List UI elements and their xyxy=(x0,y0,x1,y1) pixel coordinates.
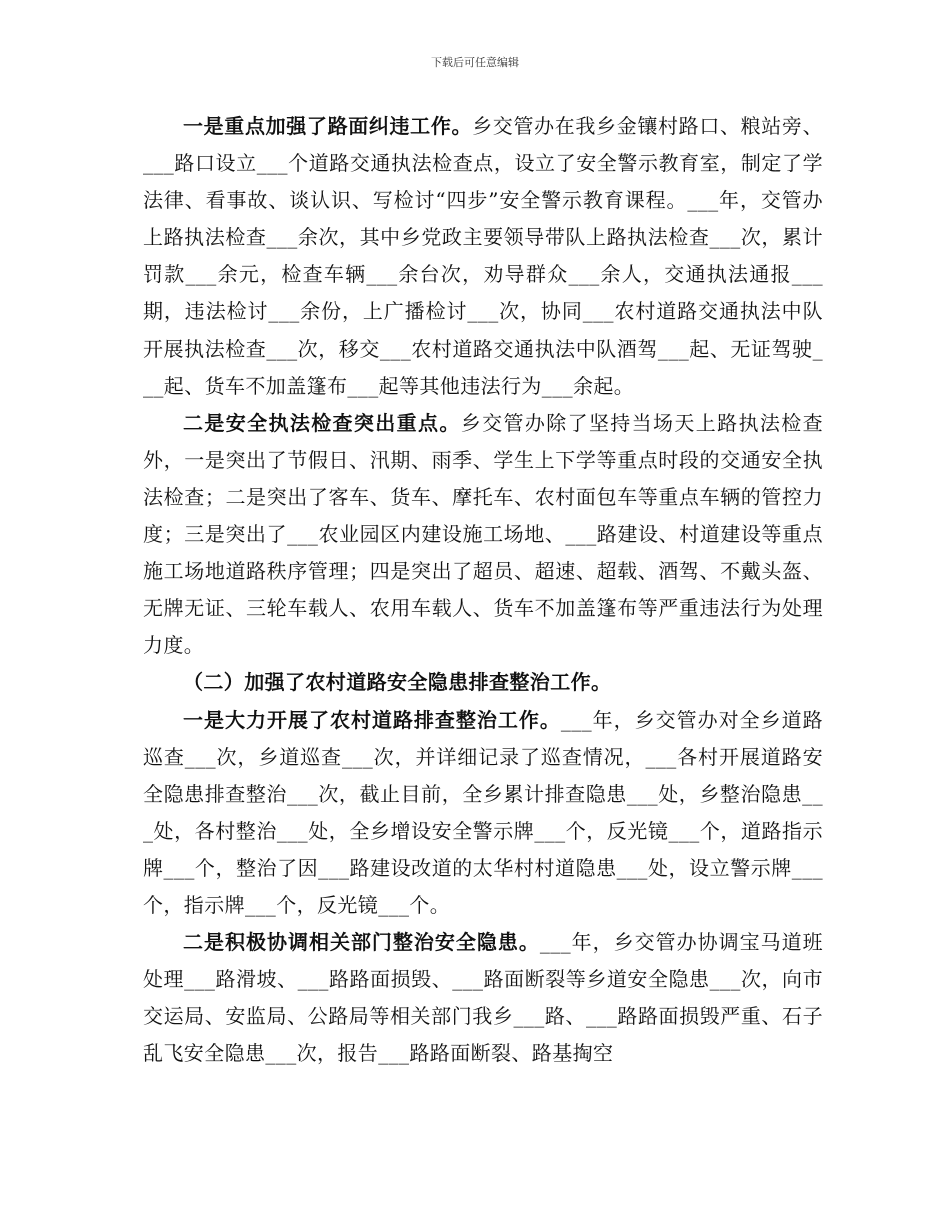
section-heading: （二）加强了农村道路安全隐患排查整治工作。 xyxy=(183,670,612,695)
paragraph-text: ___年，乡交管办协调宝马道班处理___路滑坡、___路路面损毁、___路面断裂等乡道安全隐患___次，向市交运局、安监局、公路局等相关部门我乡___路、___路路面损毁严重、石子乱飞安全隐患___次，报告___路路面断裂、路基掏空 xyxy=(143,930,823,1066)
header-note: 下载后可任意编辑 xyxy=(431,56,519,69)
paragraph-lead: 一是大力开展了农村道路排查整治工作。 xyxy=(183,707,561,732)
paragraph-safety-inspection xyxy=(143,405,823,665)
paragraph-coordination xyxy=(143,924,823,1072)
paragraph-lead: 二是积极协调相关部门整治安全隐患。 xyxy=(183,930,540,955)
paragraph-text: 乡交管办除了坚持当场天上路执法检查外，一是突出了节假日、汛期、雨季、学生上下学等重点时段的交通安全执法检查；二是突出了客车、货车、摩托车、农村面包车等重点车辆的管控力度；三是突出了___农业园区内建设施工场地、___路建设、村道建设等重点施工场地道路秩序管理；四是突出了超员、超速、超载、酒驾、不戴头盔、无牌无证、三轮车载人、农用车载人、货车不加盖篷布等严重违法行为处理力度。 xyxy=(143,410,823,658)
paragraph-text: ___年，乡交管办对全乡道路巡查___次，乡道巡查___次，并详细记录了巡查情况，___各村开展道路安全隐患排查整治___次，截止目前，全乡累计排查隐患___处，乡整治隐患___处，各村整治___处，全乡增设安全警示牌___个，反光镜___个，道路指示牌___个，整治了因___路建设改道的太华村村道隐患___处，设立警示牌___个，指示牌___个，反光镜___个。 xyxy=(143,707,823,917)
paragraph-lead: 二是安全执法检查突出重点。 xyxy=(183,410,461,435)
paragraph-road-enforcement xyxy=(143,108,823,405)
paragraph-text: 乡交管办在我乡金镶村路口、粮站旁、___路口设立___个道路交通执法检查点，设立了安全警示教育室，制定了学法律、看事故、谈认识、写检讨“四步”安全警示教育课程。___年，交管办上路执法检查___余次，其中乡党政主要领导带队上路执法检查___次，累计罚款___余元，检查车辆___余台次，劝导群众___余人，交通执法通报___期，违法检讨___余份，上广播检讨___次，协同___农村道路交通执法中队开展执法检查___次，移交___农村道路交通执法中队酒驾___起、无证驾驶___起、货车不加盖篷布___起等其他违法行为___余起。 xyxy=(143,114,823,398)
paragraph-road-inspection xyxy=(143,702,823,925)
paragraph-lead: 一是重点加强了路面纠违工作。 xyxy=(183,114,473,138)
document-body xyxy=(143,108,823,1072)
